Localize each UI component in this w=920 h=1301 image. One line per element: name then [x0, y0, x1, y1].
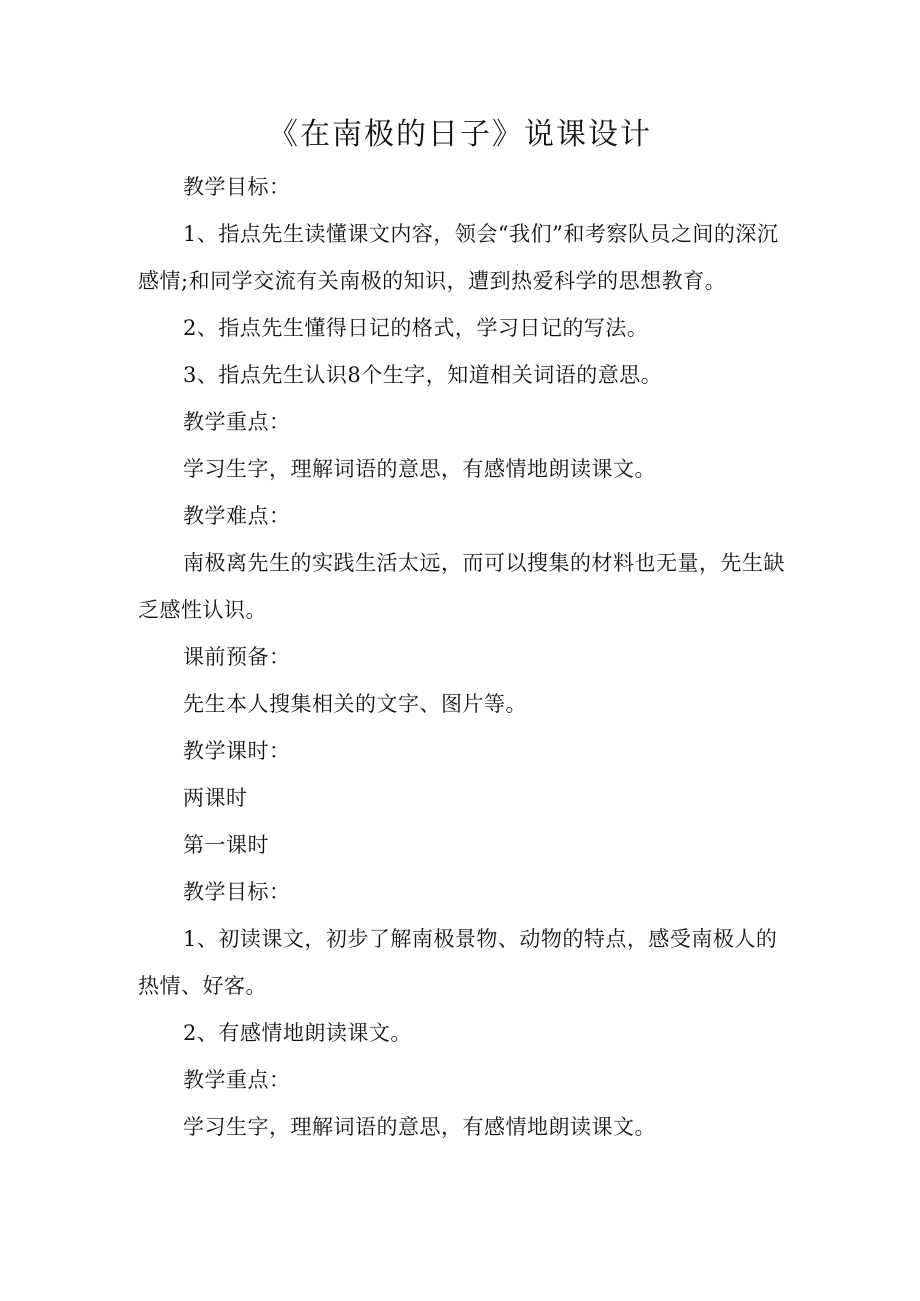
- difficulties-text: 南极离先生的实践生活太远，而可以搜集的材料也无量，先生缺乏感性认识。: [138, 551, 785, 622]
- heading-class-hours: 教学课时：: [183, 739, 291, 763]
- heading-first-lesson: 第一课时: [183, 833, 269, 857]
- heading-lesson1-goals: 教学目标：: [183, 880, 291, 904]
- goal-item-3: 3、指点先生认识8个生字，知道相关词语的意思。: [183, 363, 663, 387]
- document-title: 《在南极的日子》说课设计: [268, 117, 652, 152]
- heading-teaching-goals: 教学目标：: [183, 175, 291, 199]
- class-hours-text: 两课时: [183, 786, 248, 810]
- heading-lesson1-key-points: 教学重点：: [183, 1068, 291, 1092]
- document-body: [138, 164, 786, 1151]
- key-points-text: 学习生字，理解词语的意思，有感情地朗读课文。: [183, 457, 656, 481]
- heading-preparation: 课前预备：: [183, 645, 291, 669]
- heading-difficulties: 教学难点：: [183, 504, 291, 528]
- preparation-text: 先生本人搜集相关的文字、图片等。: [183, 692, 527, 716]
- lesson1-goal-item-1: 1、初读课文，初步了解南极景物、动物的特点，感受南极人的热情、好客。: [138, 927, 778, 998]
- lesson1-goal-item-2: 2、有感情地朗读课文。: [183, 1021, 412, 1045]
- lesson1-key-points-text: 学习生字，理解词语的意思，有感情地朗读课文。: [183, 1115, 656, 1139]
- goal-item-2: 2、指点先生懂得日记的格式，学习日记的写法。: [183, 316, 649, 340]
- goal-item-1: 1、指点先生读懂课文内容，领会“我们”和考察队员之间的深沉感情;和同学交流有关南极的知识，遭到热爱科学的思想教育。: [138, 222, 779, 293]
- heading-key-points: 教学重点：: [183, 410, 291, 434]
